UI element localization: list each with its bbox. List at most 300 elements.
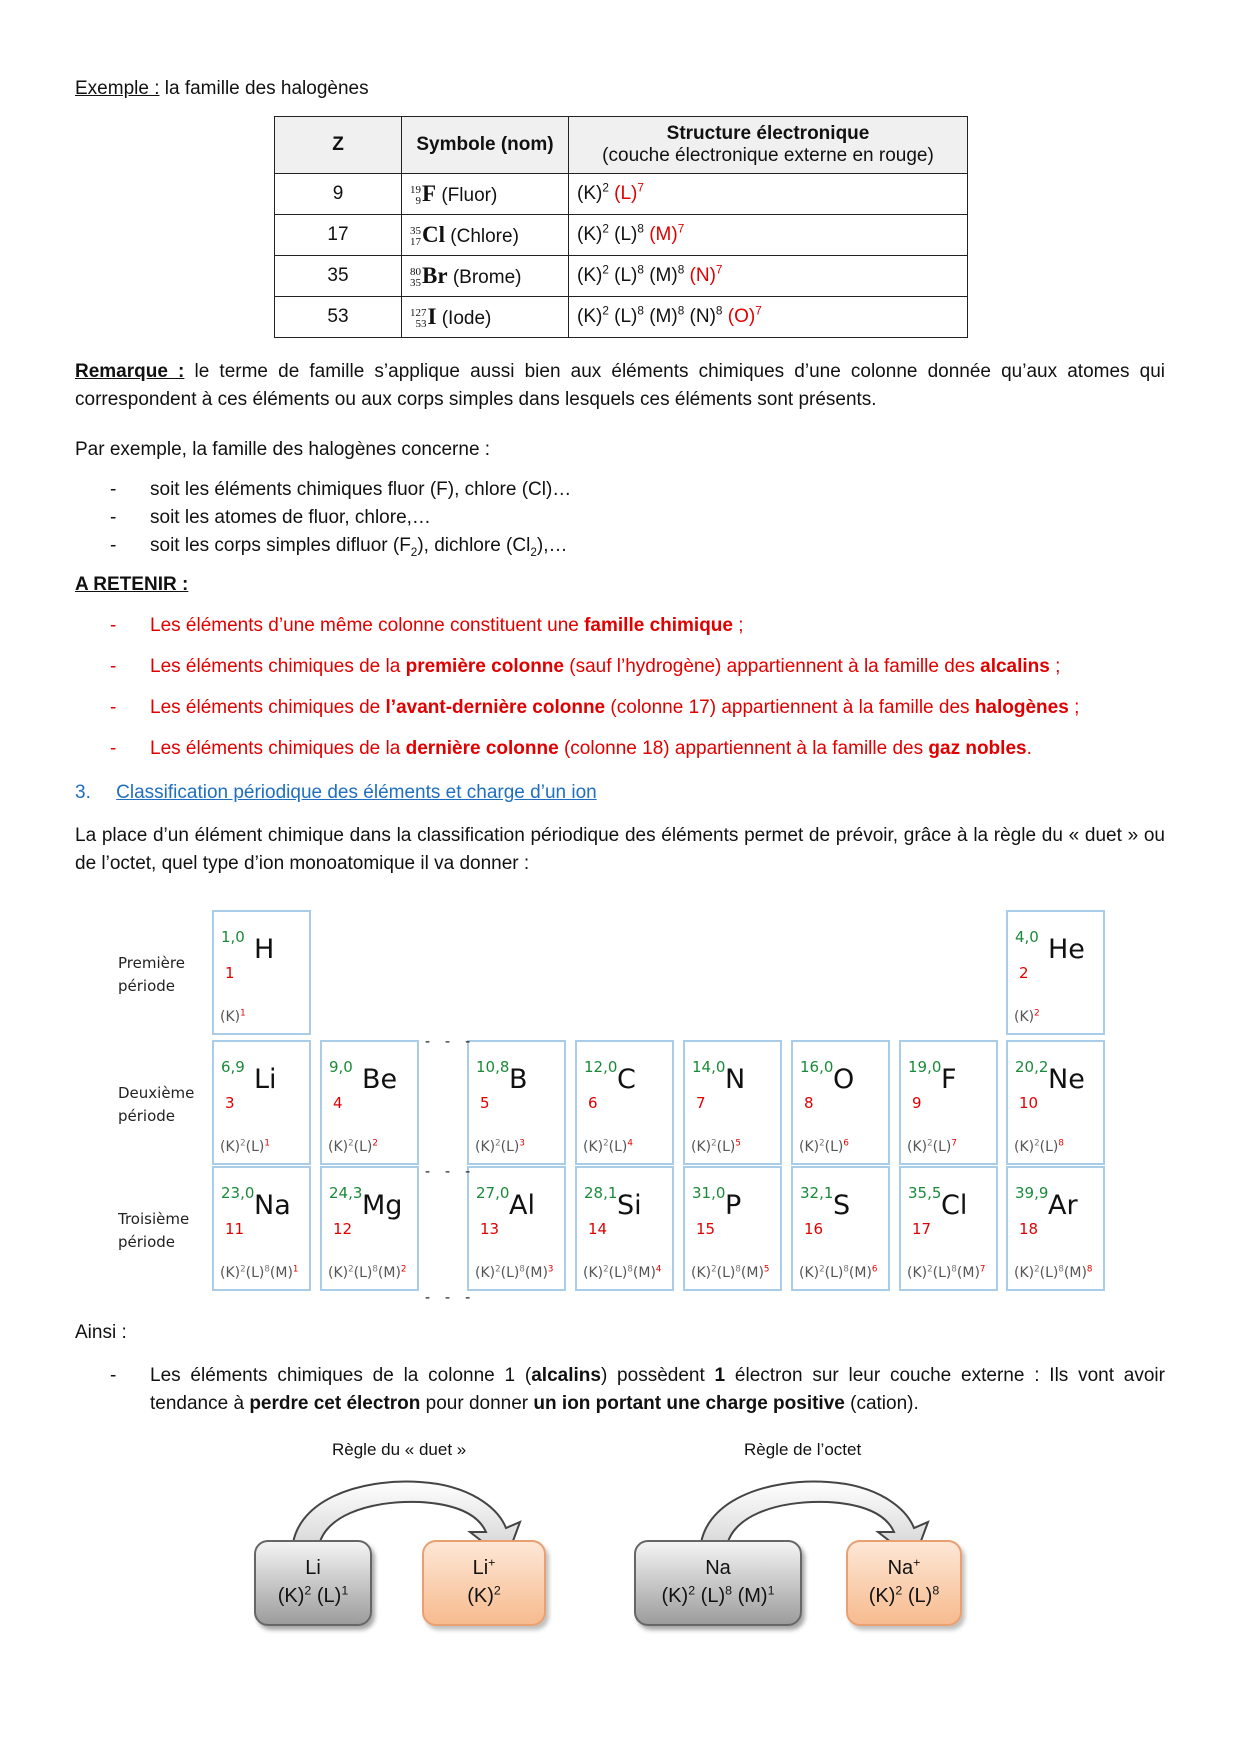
shell-count: 2 xyxy=(688,1583,696,1598)
element-name: (Chlore) xyxy=(445,226,519,247)
shell: (K) xyxy=(277,1585,305,1607)
shell: (L) xyxy=(932,1139,952,1155)
shell: (M) xyxy=(1063,1265,1087,1281)
shell: (M) xyxy=(848,1265,872,1281)
shell-count: 2 xyxy=(711,1264,717,1275)
shell: $(N)^7$ xyxy=(689,263,723,286)
element-cell-s xyxy=(791,1166,890,1291)
shell: (L) xyxy=(824,1139,844,1155)
column-gap-dashes: - - - xyxy=(423,1162,474,1180)
shell-count: 2 xyxy=(495,1138,501,1149)
shell-count: 2 xyxy=(240,1264,246,1275)
atomic-number: 4 xyxy=(333,1094,343,1112)
shell: $(L)^7$ xyxy=(614,181,644,204)
period-label-line2: période xyxy=(118,977,176,995)
element-symbol: B xyxy=(509,1064,528,1095)
element-symbol: He xyxy=(1048,934,1085,965)
shell: (K) xyxy=(868,1585,896,1607)
shell: (L) xyxy=(353,1265,373,1281)
list-item-text: soit les corps simples difluor $(F_2)$, dichlore $(Cl_2),\dots$ xyxy=(150,535,568,559)
element-symbol: S xyxy=(833,1190,851,1221)
shell: (L) xyxy=(316,1585,342,1607)
dash: - xyxy=(110,697,117,718)
shell: (K) xyxy=(328,1265,349,1281)
shell-count: 7 xyxy=(677,222,685,236)
element-cell-cl xyxy=(899,1166,998,1291)
cell-config xyxy=(569,297,968,338)
shell-count: 6 xyxy=(843,1138,849,1149)
shell-count: 2 xyxy=(602,263,609,277)
atomic-mass: 1,0 xyxy=(221,928,245,946)
element-symbol: F xyxy=(941,1064,957,1095)
shell-count: 8 xyxy=(677,304,685,318)
na-atom-box xyxy=(634,1540,802,1626)
shell: (K) xyxy=(907,1139,928,1155)
halogen-table xyxy=(274,116,968,338)
period-label xyxy=(118,1208,189,1254)
electron-config xyxy=(220,1265,298,1281)
retenir-item-text: Les éléments d’une même colonne constituent une famille chimique ; xyxy=(150,615,744,636)
li-ion-name: Li+ xyxy=(472,1555,496,1579)
period-label xyxy=(118,1082,194,1128)
duet-rule-label: Règle du « duet » xyxy=(332,1440,467,1459)
element-cell-he xyxy=(1006,910,1105,1035)
atomic-number: 53 xyxy=(415,317,427,330)
mass-number: 35 xyxy=(410,224,421,237)
list-item-text: soit les atomes de fluor, chlore,… xyxy=(150,507,431,528)
dash: - xyxy=(110,738,117,759)
atomic-number: 14 xyxy=(588,1220,608,1238)
shell-count: 2 xyxy=(1034,1264,1040,1275)
shell: (K) xyxy=(907,1265,928,1281)
atomic-number: 1 xyxy=(225,964,235,982)
period-label-line2: période xyxy=(118,1233,176,1251)
shell: (K) xyxy=(661,1585,689,1607)
shell: (M) xyxy=(632,1265,656,1281)
cell-symbol xyxy=(402,297,569,338)
shell-count: 8 xyxy=(372,1264,378,1275)
ainsi-text: Ainsi : xyxy=(75,1322,127,1343)
list-item-text: soit les éléments chimiques fluor (F), chlore (Cl)… xyxy=(150,479,572,500)
shell-count: 2 xyxy=(819,1138,825,1149)
isotope-numbers xyxy=(410,185,421,207)
shell-count: 3 xyxy=(519,1138,525,1149)
atomic-mass: 32,1 xyxy=(800,1184,834,1202)
atomic-mass: 20,2 xyxy=(1015,1058,1049,1076)
shell: (L) xyxy=(700,1585,726,1607)
element-symbol: Cl xyxy=(422,222,445,247)
atomic-mass: 27,0 xyxy=(476,1184,510,1202)
element-name: (Brome) xyxy=(447,267,522,288)
shell: (K) xyxy=(691,1265,712,1281)
element-symbol: C xyxy=(617,1064,636,1095)
element-cell-li xyxy=(212,1040,311,1165)
retenir-title: A RETENIR : xyxy=(75,574,189,595)
atomic-number: 2 xyxy=(1019,964,1029,982)
shell: (K) xyxy=(220,1265,241,1281)
mass-number: 127 xyxy=(410,306,427,319)
atomic-number: 9 xyxy=(912,1094,922,1112)
shell: (M) xyxy=(740,1265,764,1281)
electron-config xyxy=(1014,1265,1092,1281)
shell-count: 2 xyxy=(602,222,609,236)
electron-config xyxy=(691,1139,741,1155)
shell-count: 7 xyxy=(715,263,723,277)
shell-count: 8 xyxy=(735,1264,741,1275)
shell: (L) xyxy=(500,1265,520,1281)
isotope-numbers xyxy=(410,308,427,330)
element-name: (Iode) xyxy=(436,308,492,329)
shell-count: 2 xyxy=(927,1138,933,1149)
shell-count: 8 xyxy=(1058,1138,1064,1149)
shell: $(O)^7$ xyxy=(727,304,762,327)
shell-count: 8 xyxy=(932,1583,940,1598)
header-structure-title: Structure électronique xyxy=(666,123,870,144)
shell-count: 3 xyxy=(547,1264,554,1275)
shell-count: 2 xyxy=(495,1264,501,1275)
atomic-mass: 10,8 xyxy=(476,1058,510,1076)
shell: (L) xyxy=(824,1265,844,1281)
shell: (L) xyxy=(353,1139,373,1155)
atomic-number: 3 xyxy=(225,1094,235,1112)
electron-config xyxy=(583,1139,633,1155)
shell-count: 8 xyxy=(264,1264,270,1275)
shell-count: 2 xyxy=(348,1138,354,1149)
electron-config xyxy=(907,1265,985,1281)
li-atom-box xyxy=(254,1540,372,1626)
shell-count: 7 xyxy=(637,181,644,195)
element-cell-b xyxy=(467,1040,566,1165)
shell: (M) xyxy=(269,1265,293,1281)
cell-z: 17 xyxy=(275,215,402,256)
atomic-mass: 39,9 xyxy=(1015,1184,1049,1202)
electron-config xyxy=(328,1265,406,1281)
example-text: la famille des halogènes xyxy=(159,78,369,99)
shell-count: 7 xyxy=(755,304,762,318)
atomic-number: 7 xyxy=(696,1094,706,1112)
table-header-row xyxy=(275,117,968,174)
electron-config xyxy=(1014,1009,1040,1025)
atomic-mass: 4,0 xyxy=(1015,928,1039,946)
electron-config xyxy=(220,1009,246,1025)
atomic-number: 5 xyxy=(480,1094,490,1112)
shell: $(N)^8$ xyxy=(689,304,723,327)
element-cell-mg xyxy=(320,1166,419,1291)
element-cell-o xyxy=(791,1040,890,1165)
shell: $(L)^8$ xyxy=(614,304,644,327)
li-ion-box xyxy=(422,1540,546,1626)
shell-count: 8 xyxy=(519,1264,525,1275)
atomic-mass: 31,0 xyxy=(692,1184,726,1202)
atomic-number: 15 xyxy=(696,1220,716,1238)
column-gap-dashes: - - - xyxy=(423,1032,474,1050)
retenir-item-text: Les éléments chimiques de l’avant-dernière colonne (colonne 17) appartiennent à la famille des halogènes ; xyxy=(150,697,1080,718)
atomic-number: 18 xyxy=(1019,1220,1039,1238)
section3-heading xyxy=(75,782,597,804)
period-label-line1: Première xyxy=(118,954,185,972)
element-symbol: I xyxy=(427,304,437,329)
shell: (K) xyxy=(691,1139,712,1155)
element-symbol: Cl xyxy=(941,1190,968,1221)
shell-count: 2 xyxy=(304,1583,312,1598)
period-label xyxy=(118,952,185,998)
example-line xyxy=(75,78,369,100)
shell: $(K)^2$ xyxy=(577,181,609,204)
element-cell-n xyxy=(683,1040,782,1165)
remark-text: le terme de famille s’applique aussi bien aux éléments chimiques d’une colonne donnée qu’aux atomes qui correspondent à ces éléments ou aux corps simples dans lesquels ces éléments sont présents. xyxy=(75,361,1166,410)
shell: (K) xyxy=(475,1139,496,1155)
na-ion-box xyxy=(846,1540,962,1626)
element-cell-c xyxy=(575,1040,674,1165)
shell: (K) xyxy=(328,1139,349,1155)
cell-config xyxy=(569,256,968,297)
na-atom-name: Na xyxy=(705,1557,731,1579)
table-row xyxy=(275,256,968,297)
electron-config xyxy=(799,1139,849,1155)
column-gap-dashes: - - - xyxy=(423,1288,474,1306)
atomic-number: 12 xyxy=(333,1220,353,1238)
element-cell-ar xyxy=(1006,1166,1105,1291)
electron-config xyxy=(475,1265,553,1281)
period-label-line1: Troisième xyxy=(118,1210,190,1228)
shell-count: 8 xyxy=(677,263,685,277)
na-ion-config xyxy=(848,1582,960,1610)
shell: $(M)^8$ xyxy=(649,304,685,327)
dash: - xyxy=(110,656,117,677)
remark-label: Remarque : xyxy=(75,361,185,382)
shell-count: 1 xyxy=(767,1583,775,1598)
cell-config xyxy=(569,174,968,215)
shell-count: 1 xyxy=(264,1138,270,1149)
element-cell-si xyxy=(575,1166,674,1291)
element-symbol: Na xyxy=(254,1190,291,1221)
li-ion-config xyxy=(424,1582,544,1610)
dash: - xyxy=(110,615,117,636)
element-symbol: N xyxy=(725,1064,746,1095)
shell-count: 2 xyxy=(602,181,609,195)
shell: (L) xyxy=(932,1265,952,1281)
shell-count: 4 xyxy=(627,1138,633,1149)
electron-config xyxy=(1014,1139,1064,1155)
shell: $(M)^8$ xyxy=(649,263,685,286)
shell-count: 8 xyxy=(715,304,723,318)
header-structure-sub: (couche électronique externe en rouge) xyxy=(602,145,934,166)
element-symbol: Si xyxy=(617,1190,642,1221)
element-symbol: P xyxy=(725,1190,742,1221)
element-symbol: Ne xyxy=(1048,1064,1085,1095)
atomic-number: 17 xyxy=(912,1220,932,1238)
cell-z: 53 xyxy=(275,297,402,338)
shell: (L) xyxy=(500,1139,520,1155)
shell-count: 1 xyxy=(341,1583,349,1598)
shell-count: 8 xyxy=(1086,1264,1093,1275)
shell: (L) xyxy=(716,1139,736,1155)
element-symbol: H xyxy=(254,934,275,965)
table-row xyxy=(275,215,968,256)
electron-config xyxy=(583,1265,661,1281)
atomic-mass: 19,0 xyxy=(908,1058,942,1076)
shell: (K) xyxy=(799,1265,820,1281)
shell-count: 2 xyxy=(240,1138,246,1149)
shell-count: 2 xyxy=(603,1264,609,1275)
shell: (M) xyxy=(737,1585,768,1607)
shell: (K) xyxy=(1014,1139,1035,1155)
intro-paragraph: La place d’un élément chimique dans la classification périodique des éléments permet de prévoir, grâce à la règle du « duet » ou de l’octet, quel type d’ion monoatomique il va donner : xyxy=(75,825,1165,874)
shell-count: 8 xyxy=(637,263,644,277)
element-symbol: Be xyxy=(362,1064,398,1095)
cell-symbol xyxy=(402,174,569,215)
na-ion-name: Na+ xyxy=(887,1555,921,1579)
conclusion-text: Les éléments chimiques de la colonne 1 (alcalins) possèdent 1 électron sur leur couche externe : Ils vont avoir tendance à perdre cet électron pour donner un ion portant une charge positive (cation). xyxy=(150,1365,1165,1414)
atomic-mass: 16,0 xyxy=(800,1058,834,1076)
atomic-mass: 35,5 xyxy=(908,1184,942,1202)
shell: (K) xyxy=(475,1265,496,1281)
shell-count: 8 xyxy=(627,1264,633,1275)
shell-count: 1 xyxy=(292,1264,299,1275)
shell: $(M)^7$ xyxy=(649,222,685,245)
shell: (K) xyxy=(467,1585,494,1607)
element-symbol: F xyxy=(422,181,437,206)
shell: (K) xyxy=(1014,1265,1035,1281)
element-symbol: Mg xyxy=(362,1190,403,1221)
shell-count: 2 xyxy=(927,1264,933,1275)
shell: (K) xyxy=(220,1009,241,1025)
atomic-number: 35 xyxy=(410,276,421,289)
shell-count: 7 xyxy=(979,1264,986,1275)
na-atom-config xyxy=(636,1582,800,1610)
atomic-mass: 23,0 xyxy=(221,1184,255,1202)
octet-rule-label: Règle de l’octet xyxy=(744,1440,862,1459)
electron-config xyxy=(220,1139,270,1155)
atomic-number: 10 xyxy=(1019,1094,1039,1112)
shell-count: 7 xyxy=(951,1138,957,1149)
shell-count: 2 xyxy=(1034,1008,1040,1019)
shell: $(K)^2$ xyxy=(577,222,609,245)
remark-paragraph xyxy=(75,358,1165,414)
electron-config xyxy=(799,1265,877,1281)
isotope-numbers xyxy=(410,226,421,248)
table-row xyxy=(275,174,968,215)
shell-count: 2 xyxy=(895,1583,903,1598)
shell-count: 6 xyxy=(871,1264,878,1275)
li-atom-config xyxy=(256,1582,370,1610)
element-cell-be xyxy=(320,1040,419,1165)
shell: (L) xyxy=(608,1139,628,1155)
shell: (L) xyxy=(716,1265,736,1281)
electron-config xyxy=(907,1139,957,1155)
cell-config xyxy=(569,215,968,256)
shell: (K) xyxy=(1014,1009,1035,1025)
element-name: (Fluor) xyxy=(436,185,498,206)
element-symbol: Al xyxy=(509,1190,535,1221)
element-cell-al xyxy=(467,1166,566,1291)
element-symbol: Ar xyxy=(1048,1190,1078,1221)
atomic-number: 16 xyxy=(804,1220,824,1238)
shell: (L) xyxy=(608,1265,628,1281)
mass-number: 19 xyxy=(410,183,421,196)
element-cell-na xyxy=(212,1166,311,1291)
shell: (L) xyxy=(245,1139,265,1155)
shell-count: 2 xyxy=(372,1138,378,1149)
shell: (L) xyxy=(1039,1139,1059,1155)
example-label: Exemple : xyxy=(75,78,160,99)
shell: (M) xyxy=(377,1265,401,1281)
li-atom-name: Li xyxy=(305,1557,321,1579)
atomic-mass: 6,9 xyxy=(221,1058,245,1076)
period-label-line1: Deuxième xyxy=(118,1084,195,1102)
shell-count: 2 xyxy=(348,1264,354,1275)
shell: (M) xyxy=(956,1265,980,1281)
cell-z: 9 xyxy=(275,174,402,215)
element-cell-h xyxy=(212,910,311,1035)
atomic-number: 13 xyxy=(480,1220,500,1238)
shell-count: 2 xyxy=(602,304,609,318)
element-cell-p xyxy=(683,1166,782,1291)
atomic-mass: 28,1 xyxy=(584,1184,618,1202)
shell-count: 8 xyxy=(637,304,644,318)
example2-paragraph: Par exemple, la famille des halogènes concerne : xyxy=(75,439,491,460)
shell: (K) xyxy=(799,1139,820,1155)
shell-count: 8 xyxy=(725,1583,733,1598)
shell: (K) xyxy=(220,1139,241,1155)
isotope-numbers xyxy=(410,267,421,289)
atomic-mass: 14,0 xyxy=(692,1058,726,1076)
shell-count: 2 xyxy=(400,1264,407,1275)
period-label-line2: période xyxy=(118,1107,176,1125)
header-structure xyxy=(569,117,968,174)
table-row xyxy=(275,297,968,338)
shell: $(L)^8$ xyxy=(614,263,644,286)
atomic-number: 8 xyxy=(804,1094,814,1112)
cell-symbol xyxy=(402,256,569,297)
electron-config xyxy=(691,1265,769,1281)
element-cell-f xyxy=(899,1040,998,1165)
shell-count: 5 xyxy=(763,1264,770,1275)
electron-config xyxy=(475,1139,525,1155)
shell-count: 2 xyxy=(711,1138,717,1149)
shell: $(K)^2$ xyxy=(577,263,609,286)
shell: $(K)^2$ xyxy=(577,304,609,327)
atomic-mass: 12,0 xyxy=(584,1058,618,1076)
cell-z: 35 xyxy=(275,256,402,297)
retenir-item-text: Les éléments chimiques de la première colonne (sauf l’hydrogène) appartiennent à la famille des alcalins ; xyxy=(150,656,1061,677)
element-symbol: Br xyxy=(422,263,448,288)
electron-config xyxy=(328,1139,378,1155)
shell-count: 5 xyxy=(735,1138,741,1149)
shell-count: 8 xyxy=(1058,1264,1064,1275)
shell-count: 2 xyxy=(603,1138,609,1149)
element-symbol: Li xyxy=(254,1064,277,1095)
atomic-number: 17 xyxy=(410,235,421,248)
header-z: Z xyxy=(275,117,402,174)
atomic-number: 11 xyxy=(225,1220,245,1238)
element-cell-ne xyxy=(1006,1040,1105,1165)
cell-symbol xyxy=(402,215,569,256)
shell: (L) xyxy=(1039,1265,1059,1281)
shell: $(L)^8$ xyxy=(614,222,644,245)
atomic-mass: 9,0 xyxy=(329,1058,353,1076)
mass-number: 80 xyxy=(410,265,421,278)
header-symbol: Symbole (nom) xyxy=(402,117,569,174)
shell: (K) xyxy=(583,1139,604,1155)
atomic-number: 6 xyxy=(588,1094,598,1112)
shell-count: 8 xyxy=(951,1264,957,1275)
shell-count: 1 xyxy=(240,1008,246,1019)
shell: (K) xyxy=(583,1265,604,1281)
shell-count: 2 xyxy=(819,1264,825,1275)
shell-count: 8 xyxy=(637,222,644,236)
rule-arrows xyxy=(0,1460,1240,1570)
